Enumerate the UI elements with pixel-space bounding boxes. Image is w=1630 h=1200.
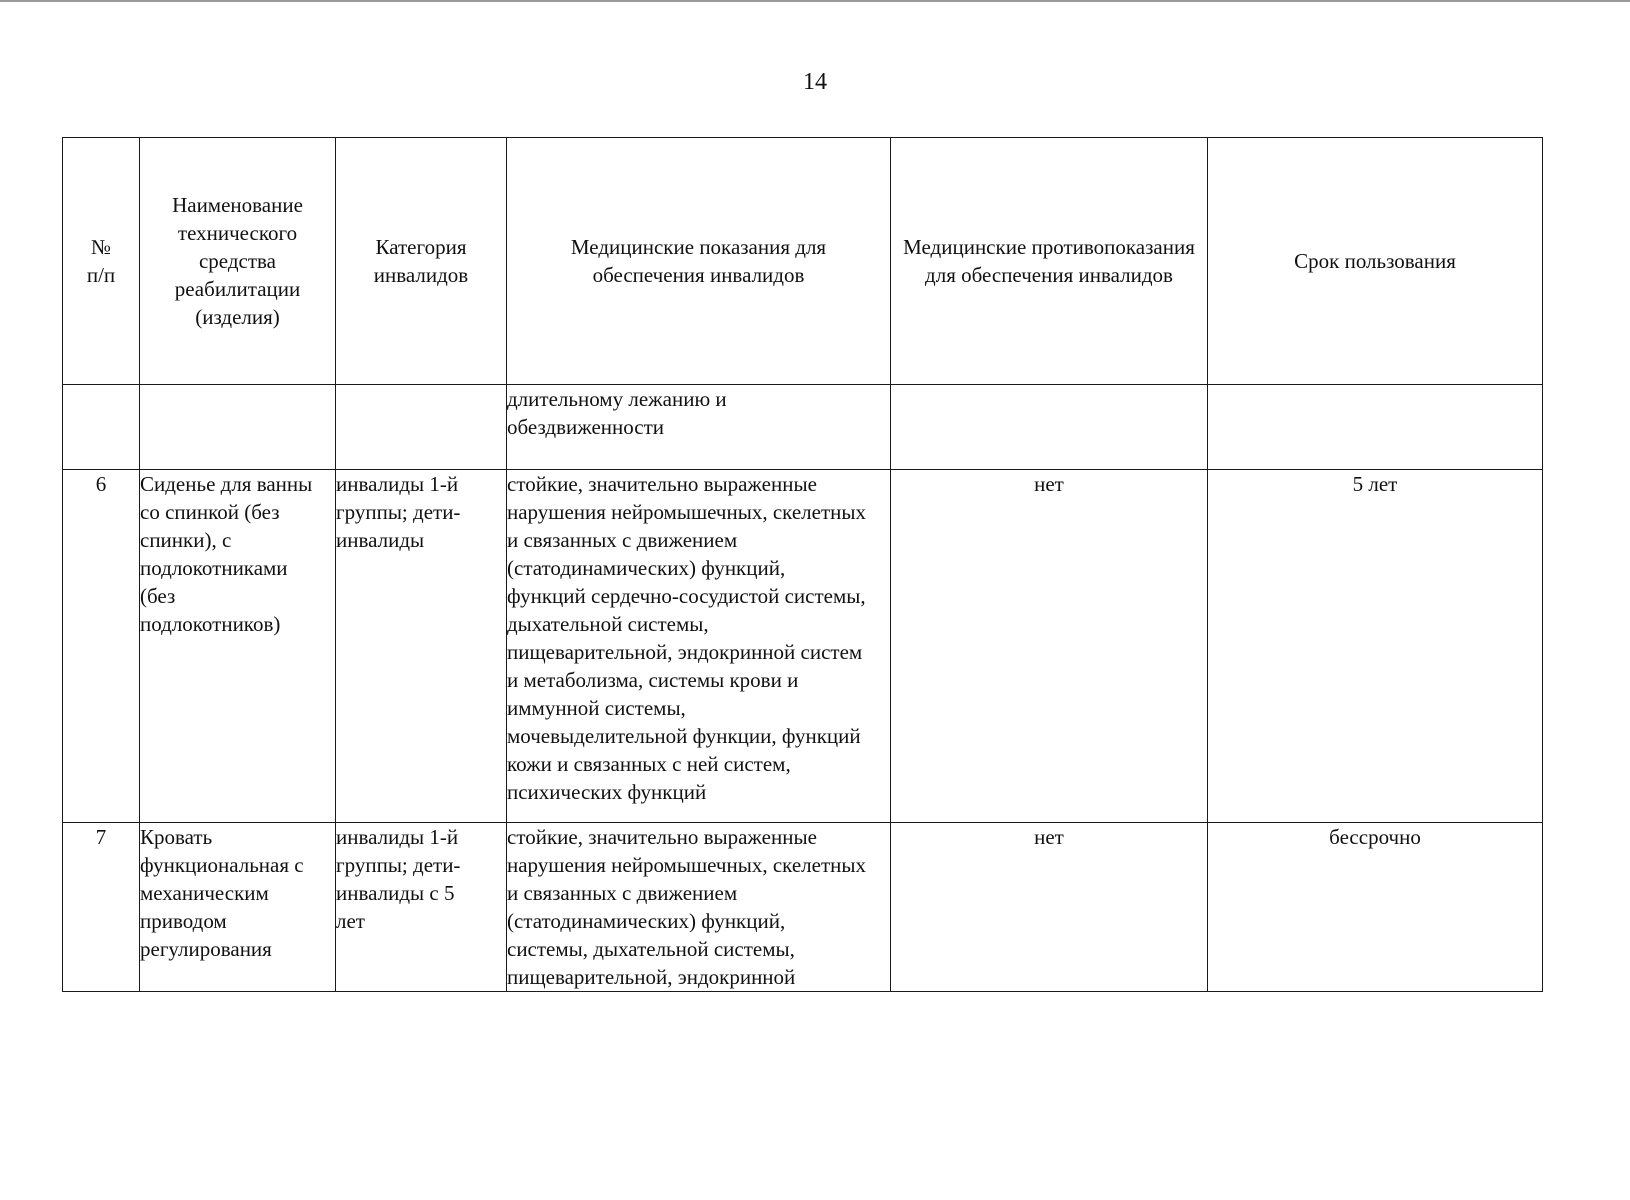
- cell-term: бессрочно: [1208, 823, 1543, 992]
- top-scan-rule: [0, 0, 1630, 2]
- rehabilitation-means-table: [62, 137, 1543, 992]
- cell-category: инвалиды 1-й группы; дети-инвалиды с 5 лет: [336, 823, 507, 992]
- cell-name: Сиденье для ванны со спинкой (без спинки), с подлокотниками (без подлокотников): [140, 470, 336, 823]
- header-category: Категория инвалидов: [336, 138, 507, 385]
- table-header-row: [63, 138, 1543, 385]
- header-number: № п/п: [63, 138, 140, 385]
- cell-term: [1208, 385, 1543, 470]
- cell-indications: длительному лежанию и обездвиженности: [507, 385, 891, 470]
- cell-number: 6: [63, 470, 140, 823]
- table-row: [63, 470, 1543, 823]
- cell-number: 7: [63, 823, 140, 992]
- cell-contraindications: [891, 385, 1208, 470]
- table-row: [63, 823, 1543, 992]
- table-row: [63, 385, 1543, 470]
- cell-category: инвалиды 1-й группы; дети-инвалиды: [336, 470, 507, 823]
- cell-contraindications: нет: [891, 470, 1208, 823]
- cell-category: [336, 385, 507, 470]
- header-term: Срок пользования: [1208, 138, 1543, 385]
- page-number: 14: [803, 69, 827, 95]
- cell-indications: стойкие, значительно выраженные нарушения нейромышечных, скелетных и связанных с движением (статодинамических) функций, системы, дыхательной системы, пищеварительной, эндокринной: [507, 823, 891, 992]
- cell-term: 5 лет: [1208, 470, 1543, 823]
- cell-contraindications: нет: [891, 823, 1208, 992]
- cell-indications: стойкие, значительно выраженные нарушения нейромышечных, скелетных и связанных с движением (статодинамических) функций, функций сердечно-сосудистой системы, дыхательной системы, пищеварительной, эндокринной систем и метаболизма, системы крови и иммунной системы, мочевыделительной функции, функций кожи и связанных с ней систем, психических функций: [507, 470, 891, 823]
- cell-name: [140, 385, 336, 470]
- cell-name: Кровать функциональная с механическим приводом регулирования: [140, 823, 336, 992]
- header-contraindications: Медицинские противопоказания для обеспечения инвалидов: [891, 138, 1208, 385]
- header-name: Наименование технического средства реабилитации (изделия): [140, 138, 336, 385]
- header-indications: Медицинские показания для обеспечения инвалидов: [507, 138, 891, 385]
- cell-number: [63, 385, 140, 470]
